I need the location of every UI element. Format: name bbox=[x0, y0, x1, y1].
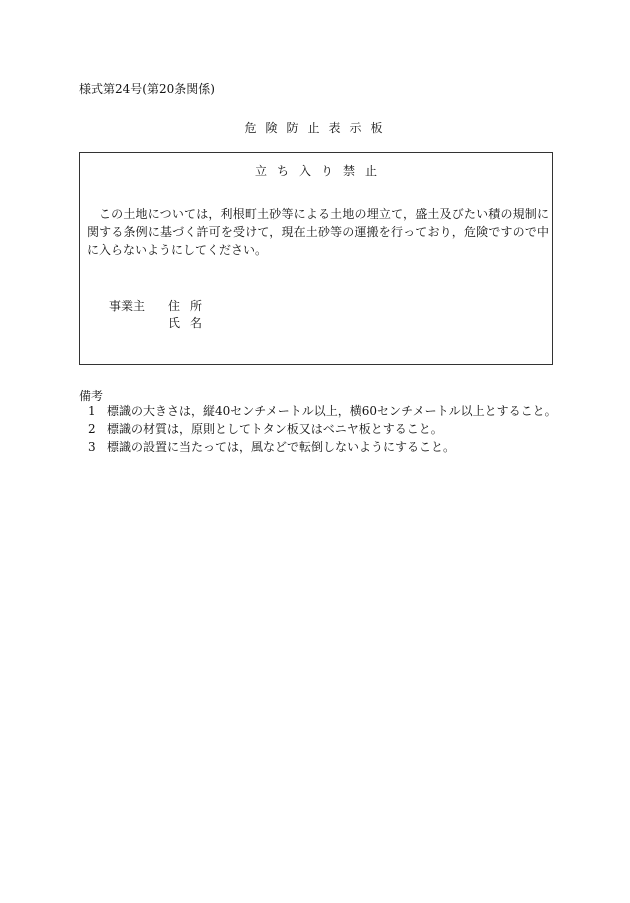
address-label: 住所 bbox=[168, 299, 213, 313]
sign-body-line: する条例に基づく許可を受けて，現在土砂等の運搬を行っており，危険ですので中に入 bbox=[87, 225, 549, 257]
note-number: 3 bbox=[88, 440, 96, 454]
note-item bbox=[88, 441, 557, 459]
form-number: 様式第24号(第20条関係) bbox=[79, 82, 215, 96]
document-title: 危険防止表示板 bbox=[244, 121, 392, 135]
sign-heading: 立ち入り禁止 bbox=[254, 164, 387, 178]
sign-body-line: らないようにしてください。 bbox=[111, 243, 268, 257]
operator-label: 事業主 bbox=[109, 299, 146, 313]
sign-body-line: この土地については，利根町土砂等による土地の埋立て，盛土及びたい積の規制に関 bbox=[87, 207, 549, 239]
sign-body-text bbox=[87, 205, 549, 259]
note-text: 標識の材質は，原則としてトタン板又はベニヤ板とすること。 bbox=[107, 422, 443, 436]
note-item bbox=[88, 423, 557, 441]
name-label: 氏名 bbox=[168, 316, 213, 330]
note-text: 標識の大きさは，縦40センチメートル以上，横60センチメートル以上とすること。 bbox=[107, 404, 557, 418]
sign-board-frame bbox=[79, 152, 553, 365]
note-text: 標識の設置に当たっては，風などで転倒しないようにすること。 bbox=[107, 440, 456, 454]
notes-heading: 備考 bbox=[79, 389, 104, 403]
note-number: 1 bbox=[88, 404, 96, 418]
note-number: 2 bbox=[88, 422, 96, 436]
notes-list bbox=[88, 405, 557, 459]
note-item bbox=[88, 405, 557, 423]
